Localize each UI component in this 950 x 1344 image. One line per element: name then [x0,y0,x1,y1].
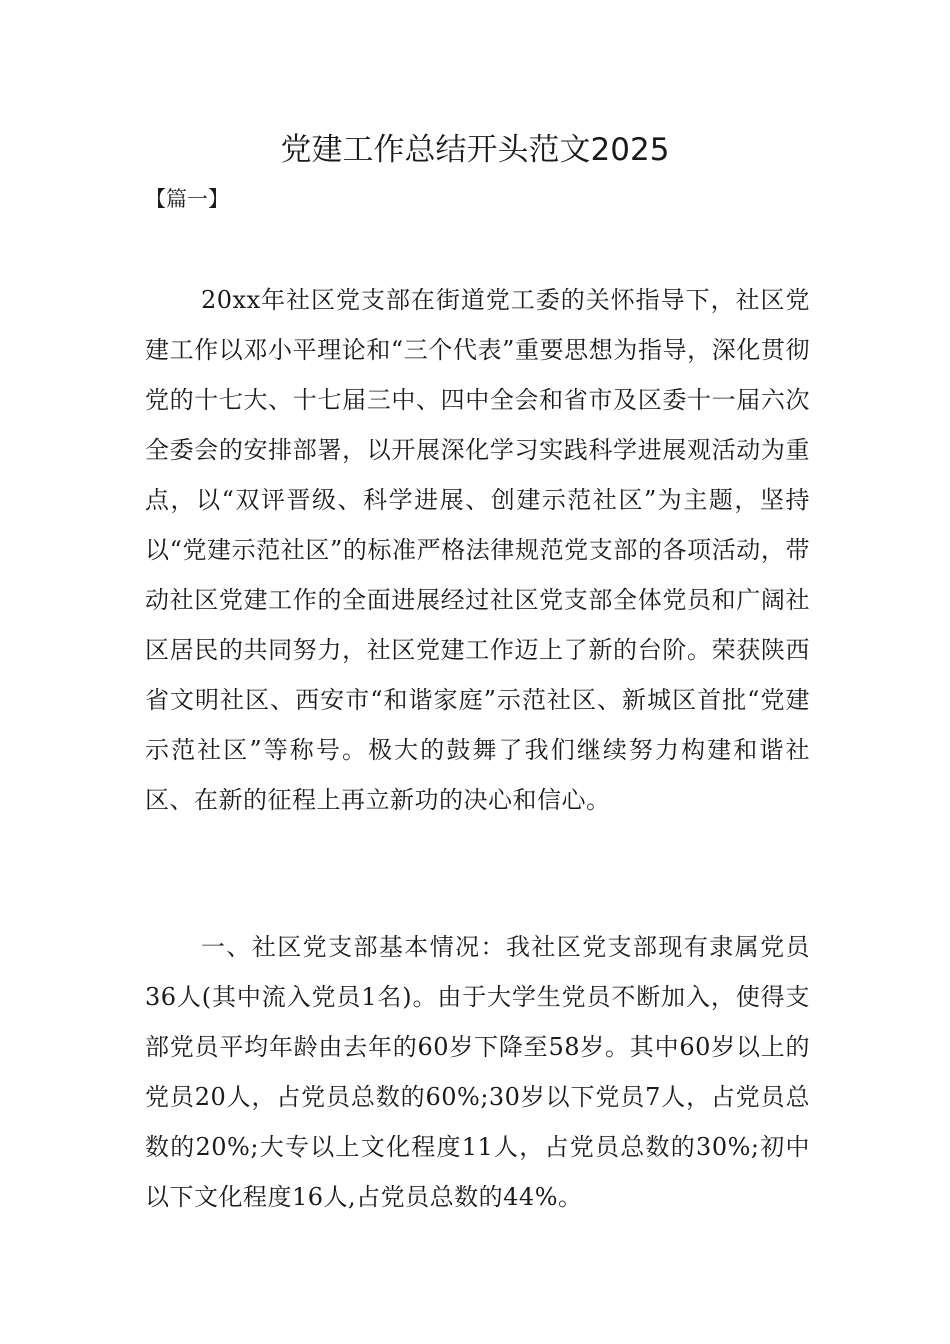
paragraph-intro: 20xx年社区党支部在街道党工委的关怀指导下，社区党建工作以邓小平理论和“三个代表”重要思想为指导，深化贯彻党的十七大、十七届三中、四中全会和省市及区委十一届六次全委会的安排部署，以开展深化学习实践科学进展观活动为重点，以“双评晋级、科学进展、创建示范社区”为主题，坚持以“党建示范社区”的标准严格法律规范党支部的各项活动，带动社区党建工作的全面进展经过社区党支部全体党员和广阔社区居民的共同努力，社区党建工作迈上了新的台阶。荣获陕西省文明社区、西安市“和谐家庭”示范社区、新城区首批“党建示范社区”等称号。极大的鼓舞了我们继续努力构建和谐社区、在新的征程上再立新功的决心和信心。 [145,286,810,814]
paragraph-basic-info: 一、社区党支部基本情况：我社区党支部现有隶属党员36人(其中流入党员1名)。由于大学生党员不断加入，使得支部党员平均年龄由去年的60岁下降至58岁。其中60岁以上的党员20人，占党员总数的60%;30岁以下党员7人，占党员总数的20%;大专以上文化程度11人，占党员总数的30%;初中以下文化程度16人,占党员总数的44%。 [145,933,810,1211]
section-label: 【篇一】 [145,187,229,211]
document-title: 党建工作总结开头范文2025 [280,132,670,168]
